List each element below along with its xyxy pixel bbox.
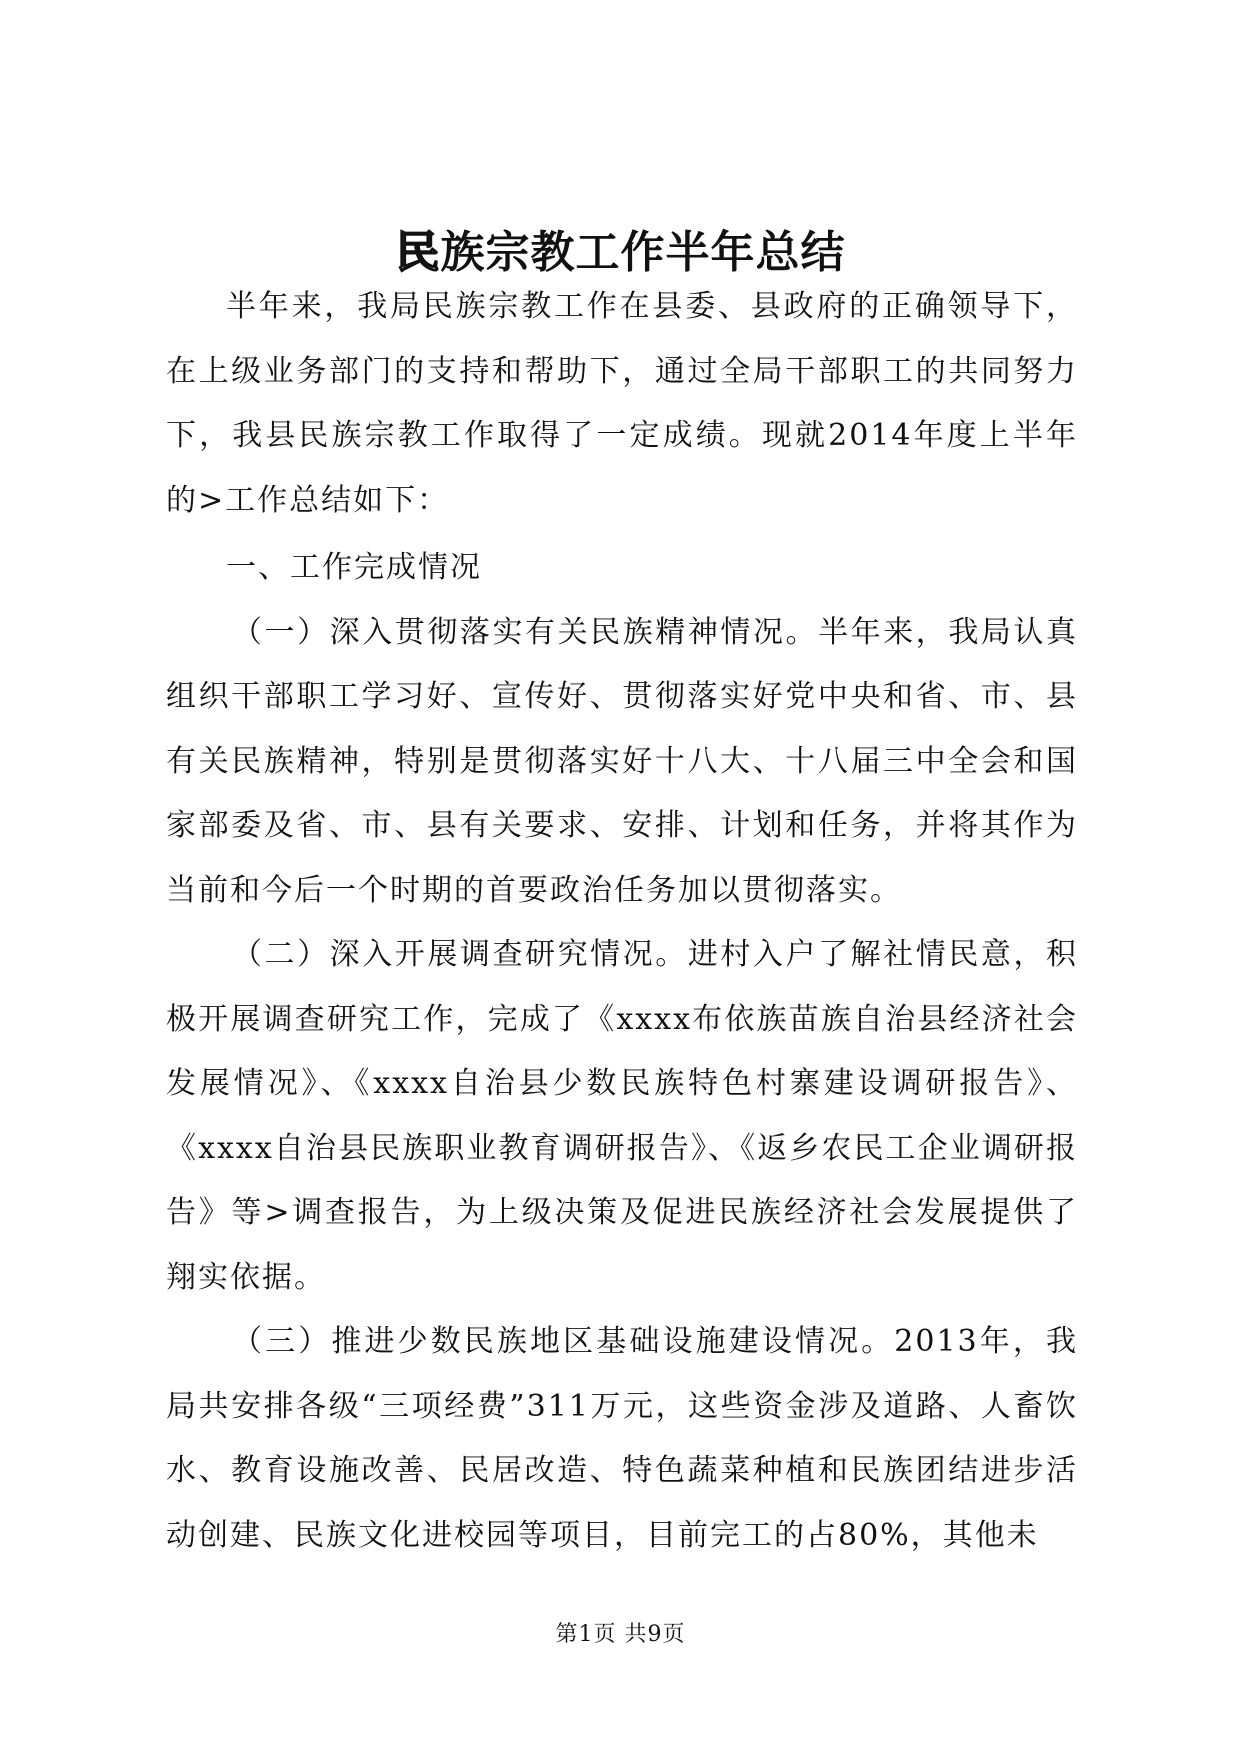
intro-paragraph: 半年来，我局民族宗教工作在县委、县政府的正确领导下，在上级业务部门的支持和帮助下，通过全局干部职工的共同努力下，我县民族宗教工作取得了一定成绩。现就2014年度上半年的>工作总结如下：: [166, 289, 1078, 518]
subsection-paragraph-1: （一）深入贯彻落实有关民族精神情况。半年来，我局认真组织干部职工学习好、宣传好、贯彻落实好党中央和省、市、县有关民族精神，特别是贯彻落实好十八大、十八届三中全会和国家部委及省、市、县有关要求、安排、计划和任务，并将其作为当前和今后一个时期的首要政治任务加以贯彻落实。: [166, 614, 1078, 908]
section-heading: 一、工作完成情况: [226, 550, 482, 585]
subsection-paragraph-2: （二）深入开展调查研究情况。进村入户了解社情民意，积极开展调查研究工作，完成了《xxxx布依族苗族自治县经济社会发展情况》、《xxxx自治县少数民族特色村寨建设调研报告》、《xxxx自治县民族职业教育调研报告》、《返乡农民工企业调研报告》等>调查报告，为上级决策及促进民族经济社会发展提供了翔实依据。: [166, 937, 1078, 1295]
title-first-char: 民: [395, 227, 441, 278]
title-rest: 族宗教工作半年总结: [440, 227, 846, 278]
page-footer: 第1页 共9页: [555, 1622, 686, 1647]
subsection-paragraph-3: （三）推进少数民族地区基础设施建设情况。2013年，我局共安排各级“三项经费”311万元，这些资金涉及道路、人畜饮水、教育设施改善、民居改造、特色蔬菜种植和民族团结进步活动创建、民族文化进校园等项目，目前完工的占80%，其他未: [166, 1324, 1078, 1553]
document-body: [166, 275, 1078, 1568]
